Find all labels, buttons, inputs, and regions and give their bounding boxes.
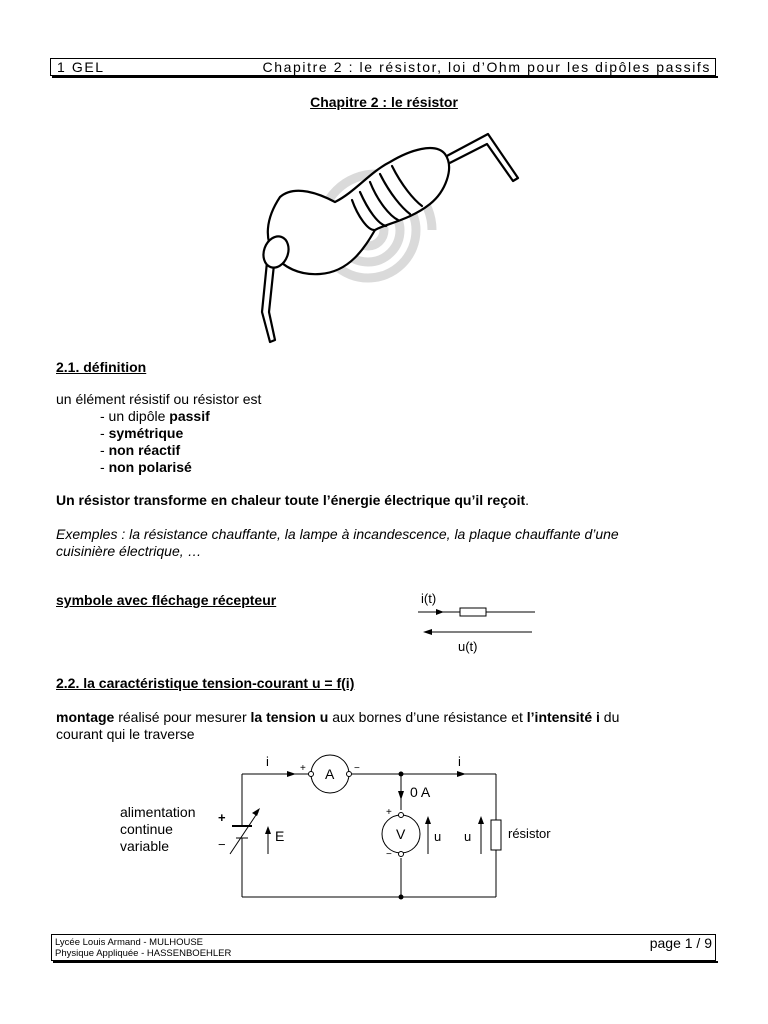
ammeter-label: A	[325, 766, 335, 782]
current-label-left: i	[266, 754, 269, 769]
montage-description-line-2: courant qui le traverse	[56, 726, 195, 742]
list-item	[100, 459, 192, 476]
montage-description	[56, 709, 619, 726]
page-footer	[51, 934, 716, 961]
voltmeter-terminal	[399, 813, 404, 818]
footer-subject: Physique Appliquée - HASSENBOEHLER	[55, 948, 232, 959]
voltage-arrow-head	[423, 629, 432, 635]
list-item	[100, 425, 183, 442]
header-shadow	[52, 76, 718, 78]
supply-label-line-2: continue	[120, 821, 173, 837]
resistor-statement	[56, 492, 529, 509]
montage-current: l’intensité i	[526, 709, 600, 725]
montage-voltage: la tension u	[250, 709, 329, 725]
voltmeter-voltage-label: u	[434, 829, 442, 844]
voltmeter-label: V	[396, 826, 406, 842]
symbol-resistor-box	[460, 608, 486, 616]
voltmeter-plus: +	[386, 807, 392, 818]
current-arrow-left	[287, 771, 296, 777]
footer-school: Lycée Louis Armand - MULHOUSE	[55, 937, 204, 948]
list-item-prefix: -	[100, 459, 109, 475]
battery-symbol	[230, 808, 260, 854]
examples-line-1: Exemples : la résistance chauffante, la lampe à incandescence, la plaque chauffante d’une	[56, 526, 619, 542]
list-item-prefix: - un dipôle	[100, 408, 170, 424]
montage-text: aux bornes d’une résistance et	[328, 709, 527, 725]
battery-plus: +	[218, 810, 226, 825]
voltmeter-voltage-arrow-head	[425, 816, 431, 824]
section-heading-characteristic: 2.2. la caractéristique tension-courant u = f(i)	[56, 675, 355, 691]
montage-text: du	[599, 709, 620, 725]
symbol-voltage-label: u(t)	[458, 639, 478, 654]
ammeter-terminal	[347, 772, 352, 777]
resistor-voltage-arrow-head	[478, 816, 484, 824]
course-code: 1 GEL	[57, 59, 105, 75]
junction-dot	[399, 895, 404, 900]
resistor-label: résistor	[508, 826, 551, 841]
symbol-current-label: i(t)	[421, 591, 437, 606]
montage-text: réalisé pour mesurer	[114, 709, 251, 725]
ammeter-plus: +	[300, 763, 306, 774]
list-item-prefix: -	[100, 442, 109, 458]
current-arrow-head	[436, 609, 444, 615]
voltmeter-current-arrow	[398, 791, 404, 800]
resistor-illustration	[240, 112, 530, 348]
page-header	[50, 58, 716, 76]
page-number: page 1 / 9	[649, 935, 712, 951]
footer-shadow	[53, 961, 718, 963]
emf-arrow-head	[265, 826, 271, 834]
list-item-term: symétrique	[108, 425, 184, 441]
junction-dot	[399, 772, 404, 777]
section-heading-definition: 2.1. définition	[56, 359, 147, 375]
supply-label-line-3: variable	[120, 838, 170, 854]
current-arrow-right	[457, 771, 466, 777]
list-item-prefix: -	[100, 425, 109, 441]
chapter-header-title: Chapitre 2 : le résistor, loi d’Ohm pour les dipôles passifs	[262, 59, 711, 75]
montage-word: montage	[56, 709, 115, 725]
voltmeter-terminal	[399, 852, 404, 857]
battery-minus: −	[218, 837, 226, 852]
examples-line-2: cuisinière électrique, …	[56, 543, 202, 559]
list-item	[100, 408, 210, 425]
definition-intro: un élément résistif ou résistor est	[56, 391, 262, 407]
emf-label: E	[275, 828, 285, 844]
voltmeter-current-label: 0 A	[410, 784, 431, 800]
supply-label-line-1: alimentation	[120, 804, 196, 820]
voltmeter-minus: −	[386, 849, 392, 860]
circuit-diagram	[200, 750, 560, 910]
ammeter-terminal	[309, 772, 314, 777]
resistor-voltage-label: u	[464, 829, 472, 844]
list-item-term: non réactif	[108, 442, 181, 458]
resistor-symbol-diagram	[410, 585, 550, 660]
ammeter-minus: −	[354, 763, 360, 774]
symbol-heading: symbole avec fléchage récepteur	[56, 592, 277, 608]
current-label-right: i	[458, 754, 461, 769]
statement-bold: Un résistor transforme en chaleur toute l’énergie électrique qu’il reçoit	[56, 492, 526, 508]
page-title: Chapitre 2 : le résistor	[310, 94, 458, 110]
list-item	[100, 442, 180, 459]
list-item-term: non polarisé	[108, 459, 192, 475]
list-item-term: passif	[169, 408, 210, 424]
resistor-box	[491, 820, 501, 850]
statement-period: .	[525, 492, 530, 508]
